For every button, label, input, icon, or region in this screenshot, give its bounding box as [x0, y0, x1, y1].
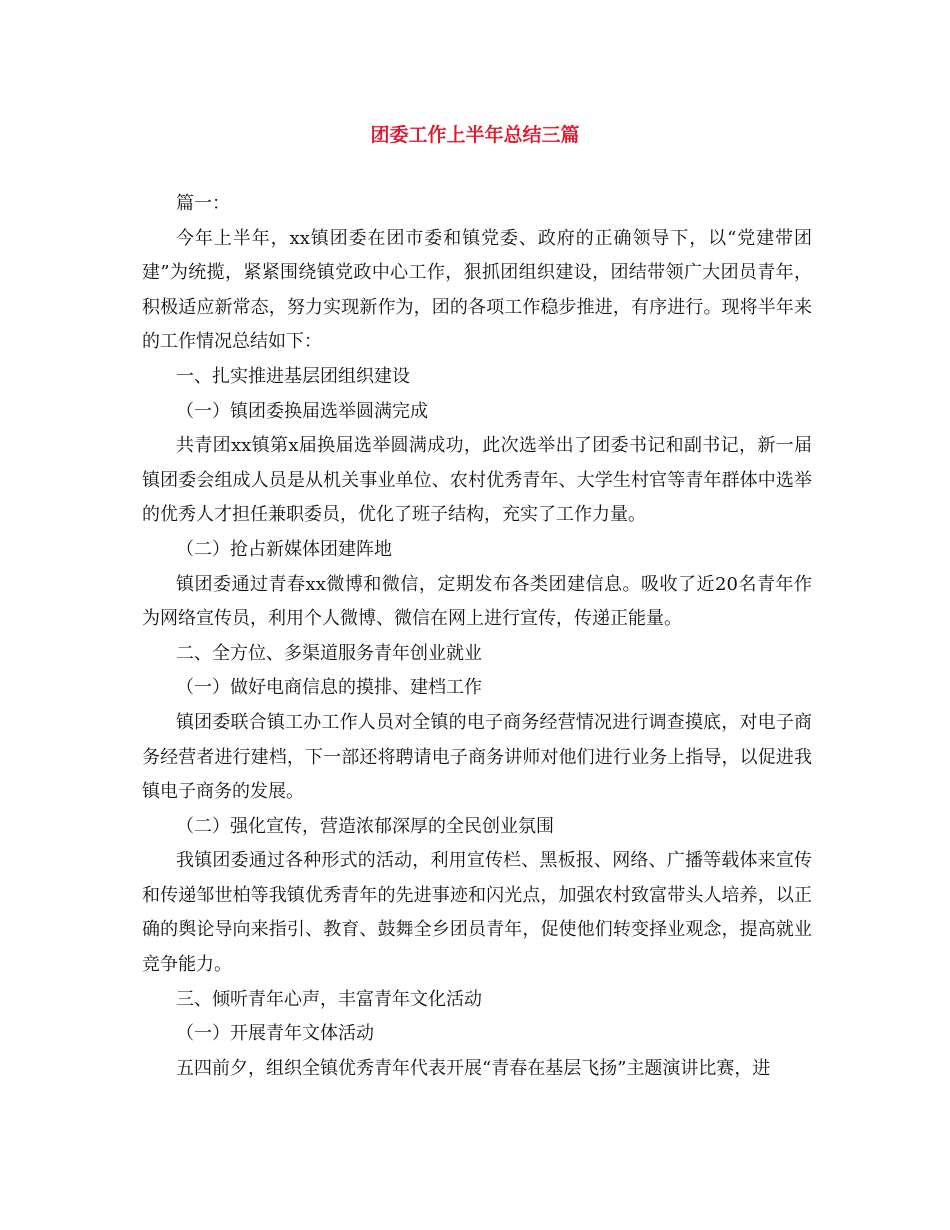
paragraph: 镇团委通过青春xx微博和微信，定期发布各类团建信息。吸收了近20名青年作为网络宣传员，利用个人微博、微信在网上进行宣传，传递正能量。 [142, 573, 812, 630]
document-title: 团委工作上半年总结三篇 [370, 124, 580, 146]
subsection-heading: （一）开展青年文体活动 [176, 1023, 374, 1045]
paragraph: 五四前夕，组织全镇优秀青年代表开展“青春在基层飞扬”主题演讲比赛，进 [176, 1057, 771, 1079]
subsection-heading: （二）强化宣传，营造浓郁深厚的全民创业氛围 [176, 815, 554, 837]
paragraph: 篇一： [176, 193, 230, 214]
document-body [142, 187, 812, 1086]
subsection-heading: （一）做好电商信息的摸排、建档工作 [176, 677, 482, 699]
section-heading: 三、倾听青年心声，丰富青年文化活动 [176, 988, 482, 1010]
subsection-heading: （一）镇团委换届选举圆满完成 [176, 400, 428, 422]
section-heading: 一、扎实推进基层团组织建设 [176, 365, 410, 387]
subsection-heading: （二）抢占新媒体团建阵地 [176, 538, 392, 560]
section-heading: 二、全方位、多渠道服务青年创业就业 [176, 642, 482, 664]
paragraph: 共青团xx镇第x届换届选举圆满成功，此次选举出了团委书记和副书记，新一届镇团委会组成人员是从机关事业单位、农村优秀青年、大学生村官等青年群体中选举的优秀人才担任兼职委员，优化了班子结构，充实了工作力量。 [142, 435, 812, 526]
paragraph: 镇团委联合镇工办工作人员对全镇的电子商务经营情况进行调查摸底，对电子商务经营者进行建档，下一部还将聘请电子商务讲师对他们进行业务上指导，以促进我镇电子商务的发展。 [142, 711, 812, 803]
paragraph: 今年上半年，xx镇团委在团市委和镇党委、政府的正确领导下，以“党建带团建”为统揽，紧紧围绕镇党政中心工作，狠抓团组织建设，团结带领广大团员青年，积极适应新常态，努力实现新作为，团的各项工作稳步推进，有序进行。现将半年来的工作情况总结如下： [142, 227, 812, 353]
paragraph: 我镇团委通过各种形式的活动，利用宣传栏、黑板报、网络、广播等载体来宣传和传递邹世柏等我镇优秀青年的先进事迹和闪光点，加强农村致富带头人培养，以正确的舆论导向来指引、教育、鼓舞全乡团员青年，促使他们转变择业观念，提高就业竞争能力。 [142, 850, 812, 976]
